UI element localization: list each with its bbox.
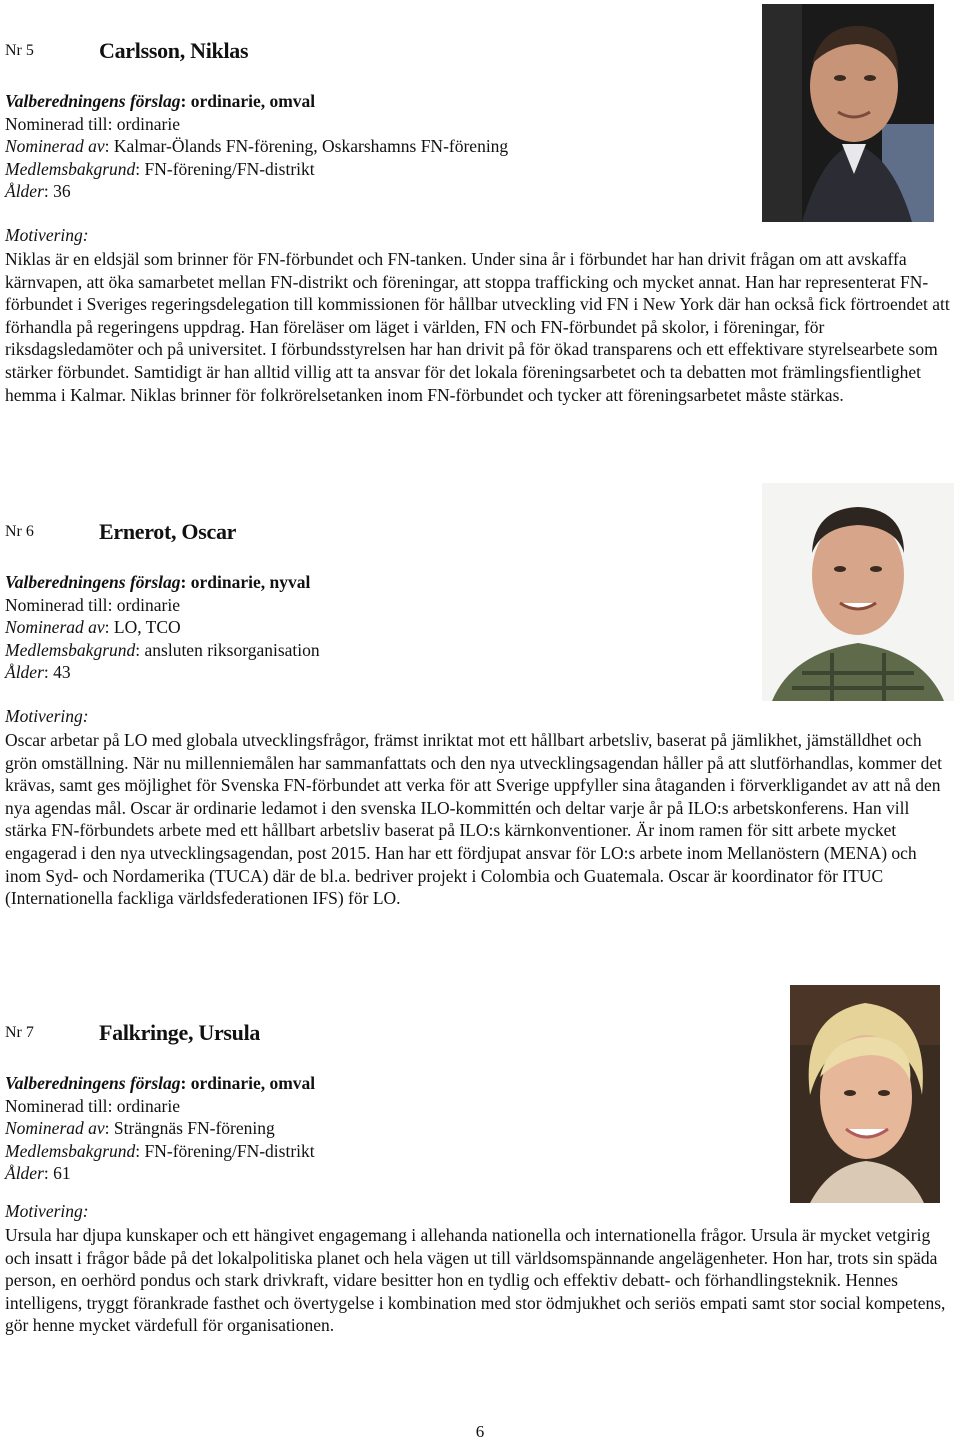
nominated-for-value: : ordinarie (107, 113, 180, 134)
candidate-name: Ernerot, Oscar (99, 519, 237, 544)
age-value: : 36 (43, 181, 71, 201)
background-label: Medlemsbakgrund (5, 1140, 136, 1161)
proposal-value: : ordinarie, omval (180, 1073, 316, 1093)
age-row (5, 661, 745, 684)
age-row (5, 1162, 745, 1185)
nominated-for-value: : ordinarie (107, 1095, 180, 1116)
nominated-by-label: Nominerad av (5, 1118, 105, 1138)
candidate-photo-falkringe (790, 985, 940, 1203)
proposal-row (5, 1072, 745, 1095)
nominated-for-value: : ordinarie (107, 594, 180, 615)
background-value: : ansluten riksorganisation (135, 639, 320, 660)
age-value: : 43 (43, 662, 71, 682)
candidate-number: Nr 6 (5, 523, 34, 540)
nominated-by-label: Nominerad av (5, 617, 105, 637)
nominated-by-value: : LO, TCO (104, 617, 181, 637)
nominated-by-row (5, 616, 745, 639)
nominated-by-row (5, 1117, 745, 1140)
background-label: Medlemsbakgrund (5, 158, 136, 179)
motivation-label: Motivering: (5, 225, 89, 245)
candidate-number: Nr 7 (5, 1024, 34, 1041)
nominated-for-row (5, 113, 745, 136)
nominated-for-label: Nominerad till (5, 594, 108, 615)
nominated-by-label: Nominerad av (5, 136, 105, 156)
age-label: Ålder (5, 181, 44, 201)
page-number: 6 (475, 1422, 485, 1441)
background-row (5, 1140, 745, 1163)
nominated-by-value: : Strängnäs FN-förening (104, 1118, 275, 1138)
nominated-for-row (5, 1095, 745, 1118)
background-value: : FN-förening/FN-distrikt (135, 158, 315, 179)
nominated-for-label: Nominerad till (5, 113, 108, 134)
proposal-label: Valberedningens förslag (5, 1073, 181, 1093)
motivation-text: Oscar arbetar på LO med globala utvecklingsfrågor, främst inriktat mot ett hållbart arbetsliv, baserat på jämlikhet, jämställdhet och grön omställning. När nu millenniemålen har sammanfattats och den nya utvecklingsagendan håller på att slutförhandlas, kommer det krävas, samt ges möjlighet för Svenska FN-förbundet att verka för att Sverige uppfyller sina åtaganden i förverkligandet av att nå den nya agendas mål. Oscar är ordinarie ledamot i den svenska ILO-kommittén och deltar varje år på ILO:s arbetskonferens. Han vill stärka FN-förbundets arbete med ett hållbart arbetsliv baserat på ILO:s kärnkonventioner. Är inom ramen för sitt arbete mycket engagerad i den nya utvecklingsagendan, post 2015. Han har ett fördjupat ansvar för LO:s arbete inom Mellanöstern (MENA) och inom Syd- och Nordamerika (TUCA) där de bl.a. bedriver projekt i Colombia och Guatemala. Oscar är koordinator för ITUC (Internationella fackliga världsfederationen IFS) för LO. (5, 730, 942, 909)
candidate-details (5, 571, 745, 684)
candidate-details (5, 1072, 745, 1185)
background-value: : FN-förening/FN-distrikt (135, 1140, 315, 1161)
candidate-name: Falkringe, Ursula (99, 1020, 261, 1045)
nominated-by-row (5, 135, 745, 158)
candidate-number: Nr 5 (5, 42, 34, 59)
nominated-for-row (5, 594, 745, 617)
background-row (5, 639, 745, 662)
age-value: : 61 (43, 1163, 71, 1183)
age-label: Ålder (5, 1163, 44, 1183)
motivation-text: Niklas är en eldsjäl som brinner för FN-förbundet och FN-tanken. Under sina år i förbundet har han drivit frågan om att avskaffa kärnvapen, att öka samarbetet mellan FN-distrikt och föreningar, att stoppa trafficking och mycket annat. Han har representerat FN-förbundet i Sveriges regeringsdelegation till kommissionen för hållbar utveckling vid FN i New York där han också fick förtroendet att förhandla på regeringens uppdrag. Han föreläser om läget i världen, FN och FN-förbundet på skolor, i föreningar, för riksdagsledamöter och på universitet. I förbundsstyrelsen har han drivit på för ökad transparens och ett effektivare styrelsearbete som stärker förbundet. Samtidigt är han alltid villig att ta ansvar för det lokala föreningsarbetet och ta debatten mot främlingsfientlighet hemma i Kalmar. Niklas brinner för folkrörelsetanken inom FN-förbundet och tycker att föreningsarbetet måste stärkas. (5, 249, 950, 405)
nominated-by-value: : Kalmar-Ölands FN-förening, Oskarshamns FN-förening (104, 136, 509, 156)
age-label: Ålder (5, 662, 44, 682)
age-row (5, 180, 745, 203)
nominated-for-label: Nominerad till (5, 1095, 108, 1116)
candidate-photo-ernerot (762, 483, 954, 701)
motivation-label: Motivering: (5, 706, 89, 726)
candidate-details (5, 90, 745, 203)
proposal-label: Valberedningens förslag (5, 91, 181, 111)
proposal-label: Valberedningens förslag (5, 572, 181, 592)
proposal-row (5, 90, 745, 113)
background-label: Medlemsbakgrund (5, 639, 136, 660)
proposal-value: : ordinarie, nyval (180, 572, 311, 592)
proposal-row (5, 571, 745, 594)
motivation-label: Motivering: (5, 1201, 89, 1221)
candidate-name: Carlsson, Niklas (99, 38, 249, 63)
candidate-photo-carlsson (762, 4, 934, 222)
background-row (5, 158, 745, 181)
proposal-value: : ordinarie, omval (180, 91, 316, 111)
motivation-text: Ursula har djupa kunskaper och ett hängivet engagemang i allehanda nationella och internationella frågor. Ursula är mycket vetgirig och insatt i frågor både på det lokalpolitiska planet och hela vägen ut till världsomspännande angelägenheter. Hon har, trots sin späda person, en oerhörd pondus och stark drivkraft, vidare besitter hon en tydlig och effektiv debatt- och förhandlingsteknik. Hennes intelligens, tryggt förankrade fasthet och övertygelse i kombination med stor ödmjukhet och seriös empati samt stor social kompetens, gör henne mycket värdefull för organisationen. (5, 1225, 946, 1336)
